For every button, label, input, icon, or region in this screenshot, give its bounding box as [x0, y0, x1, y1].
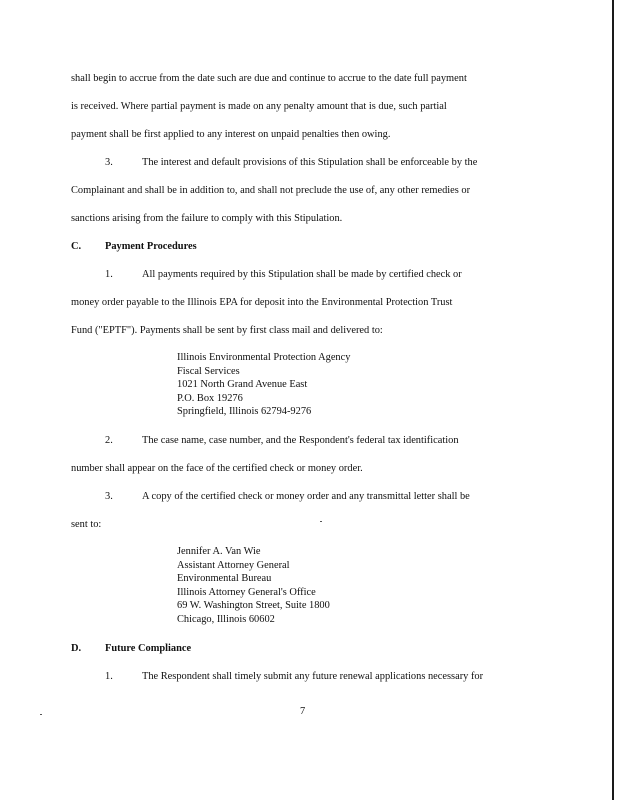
paragraph-line: sent to: — [71, 519, 102, 530]
item-c2-first-line — [105, 435, 459, 447]
section-title: Future Compliance — [105, 643, 192, 654]
address-line: Illinois Environmental Protection Agency — [177, 352, 351, 363]
page-number: 7 — [300, 706, 306, 717]
section-title: Payment Procedures — [105, 241, 197, 252]
address-line: Assistant Attorney General — [177, 559, 290, 571]
epa-address-block — [177, 351, 350, 419]
address-line: Jennifer A. Van Wie — [177, 546, 261, 557]
address-line: Illinois Attorney General's Office — [177, 586, 316, 598]
item-c3-first-line — [105, 491, 470, 503]
section-letter: C. — [71, 241, 82, 252]
address-line: 69 W. Washington Street, Suite 1800 — [177, 600, 330, 612]
item-c1-first-line — [105, 269, 462, 281]
paragraph-line: money order payable to the Illinois EPA for deposit into the Environmental Protection Trust — [71, 297, 453, 308]
item-text: All payments required by this Stipulation shall be made by certified check or — [142, 269, 462, 280]
item-b3-first-line — [105, 157, 477, 169]
address-line: P.O. Box 19276 — [177, 392, 243, 404]
address-line: 1021 North Grand Avenue East — [177, 379, 308, 391]
paragraph-line: shall begin to accrue from the date such are due and continue to accrue to the date full payment — [71, 73, 467, 84]
address-line: Fiscal Services — [177, 365, 240, 377]
paragraph-line: is received. Where partial payment is made on any penalty amount that is due, such partial — [71, 101, 447, 112]
attorney-general-address-block — [177, 545, 330, 627]
paragraph-line: Complainant and shall be in addition to, and shall not preclude the use of, any other remedies or — [71, 185, 471, 196]
item-text: A copy of the certified check or money order and any transmittal letter shall be — [142, 491, 470, 502]
paragraph-line: payment shall be first applied to any interest on unpaid penalties then owing. — [71, 129, 391, 140]
item-text: The case name, case number, and the Respondent's federal tax identification — [142, 435, 459, 446]
address-line: Springfield, Illinois 62794-9276 — [177, 406, 312, 418]
page-edge-line — [612, 0, 614, 800]
paragraph-line: number shall appear on the face of the certified check or money order. — [71, 463, 363, 474]
section-c-heading — [71, 241, 197, 253]
section-letter: D. — [71, 643, 82, 654]
section-d-heading — [71, 643, 191, 655]
item-number: 2. — [105, 435, 113, 446]
item-number: 1. — [105, 671, 113, 682]
address-line: Chicago, Illinois 60602 — [177, 613, 275, 625]
address-line: Environmental Bureau — [177, 573, 272, 585]
item-number: 3. — [105, 491, 113, 502]
item-number: 3. — [105, 157, 113, 168]
item-number: 1. — [105, 269, 113, 280]
scan-speck — [40, 714, 42, 715]
item-d1-first-line — [105, 671, 483, 683]
item-text: The interest and default provisions of this Stipulation shall be enforceable by the — [142, 157, 478, 168]
scan-speck — [320, 521, 322, 522]
item-text: The Respondent shall timely submit any future renewal applications necessary for — [142, 671, 484, 682]
paragraph-line: sanctions arising from the failure to comply with this Stipulation. — [71, 213, 343, 224]
paragraph-line: Fund ("EPTF"). Payments shall be sent by first class mail and delivered to: — [71, 325, 383, 336]
